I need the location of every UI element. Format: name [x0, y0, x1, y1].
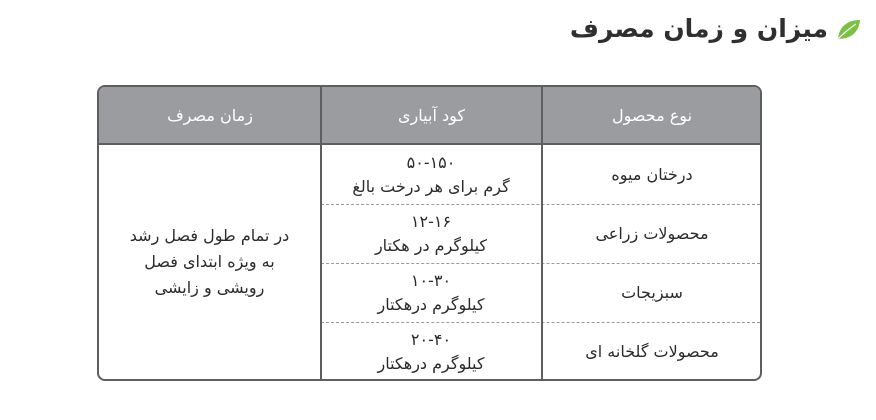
- fertilizer-cell: [321, 322, 541, 381]
- amount-value: ۱۲-۱۶: [410, 211, 452, 231]
- usage-time-line: به ویژه ابتدای فصل: [144, 252, 275, 271]
- column-header-time: زمان مصرف: [167, 105, 253, 125]
- fertilizer-cell: [321, 145, 541, 204]
- amount-unit: کیلوگرم در هکتار: [374, 235, 488, 255]
- crop-type-cell: درختان میوه: [611, 165, 693, 184]
- table-header: [99, 87, 760, 145]
- amount-value: ۵۰-۱۵۰: [406, 152, 456, 172]
- crop-type-cell: سبزیجات: [621, 283, 683, 302]
- leaf-icon: [836, 17, 862, 41]
- fertilizer-cell: [321, 263, 541, 322]
- section-heading: [570, 14, 862, 43]
- amount-unit: کیلوگرم درهکتار: [377, 294, 485, 314]
- column-divider: [541, 87, 543, 379]
- column-header-fertilizer: کود آبیاری: [398, 105, 465, 125]
- usage-table: [97, 85, 762, 381]
- fertilizer-cell: [321, 204, 541, 263]
- amount-value: ۱۰-۳۰: [410, 270, 452, 290]
- page-title: میزان و زمان مصرف: [569, 14, 828, 43]
- crop-type-cell: محصولات گلخانه ای: [585, 342, 719, 361]
- usage-time-cell: [99, 145, 320, 379]
- column-header-crop-type: نوع محصول: [612, 105, 693, 125]
- amount-value: ۲۰-۴۰: [410, 329, 452, 349]
- usage-time-line: رویشی و زایشی: [154, 278, 265, 297]
- table-body: [99, 145, 760, 379]
- column-divider: [320, 87, 322, 379]
- usage-time-line: در تمام طول فصل رشد: [129, 226, 290, 245]
- amount-unit: کیلوگرم درهکتار: [377, 353, 485, 373]
- amount-unit: گرم برای هر درخت بالغ: [352, 176, 510, 196]
- crop-type-cell: محصولات زراعی: [595, 224, 709, 243]
